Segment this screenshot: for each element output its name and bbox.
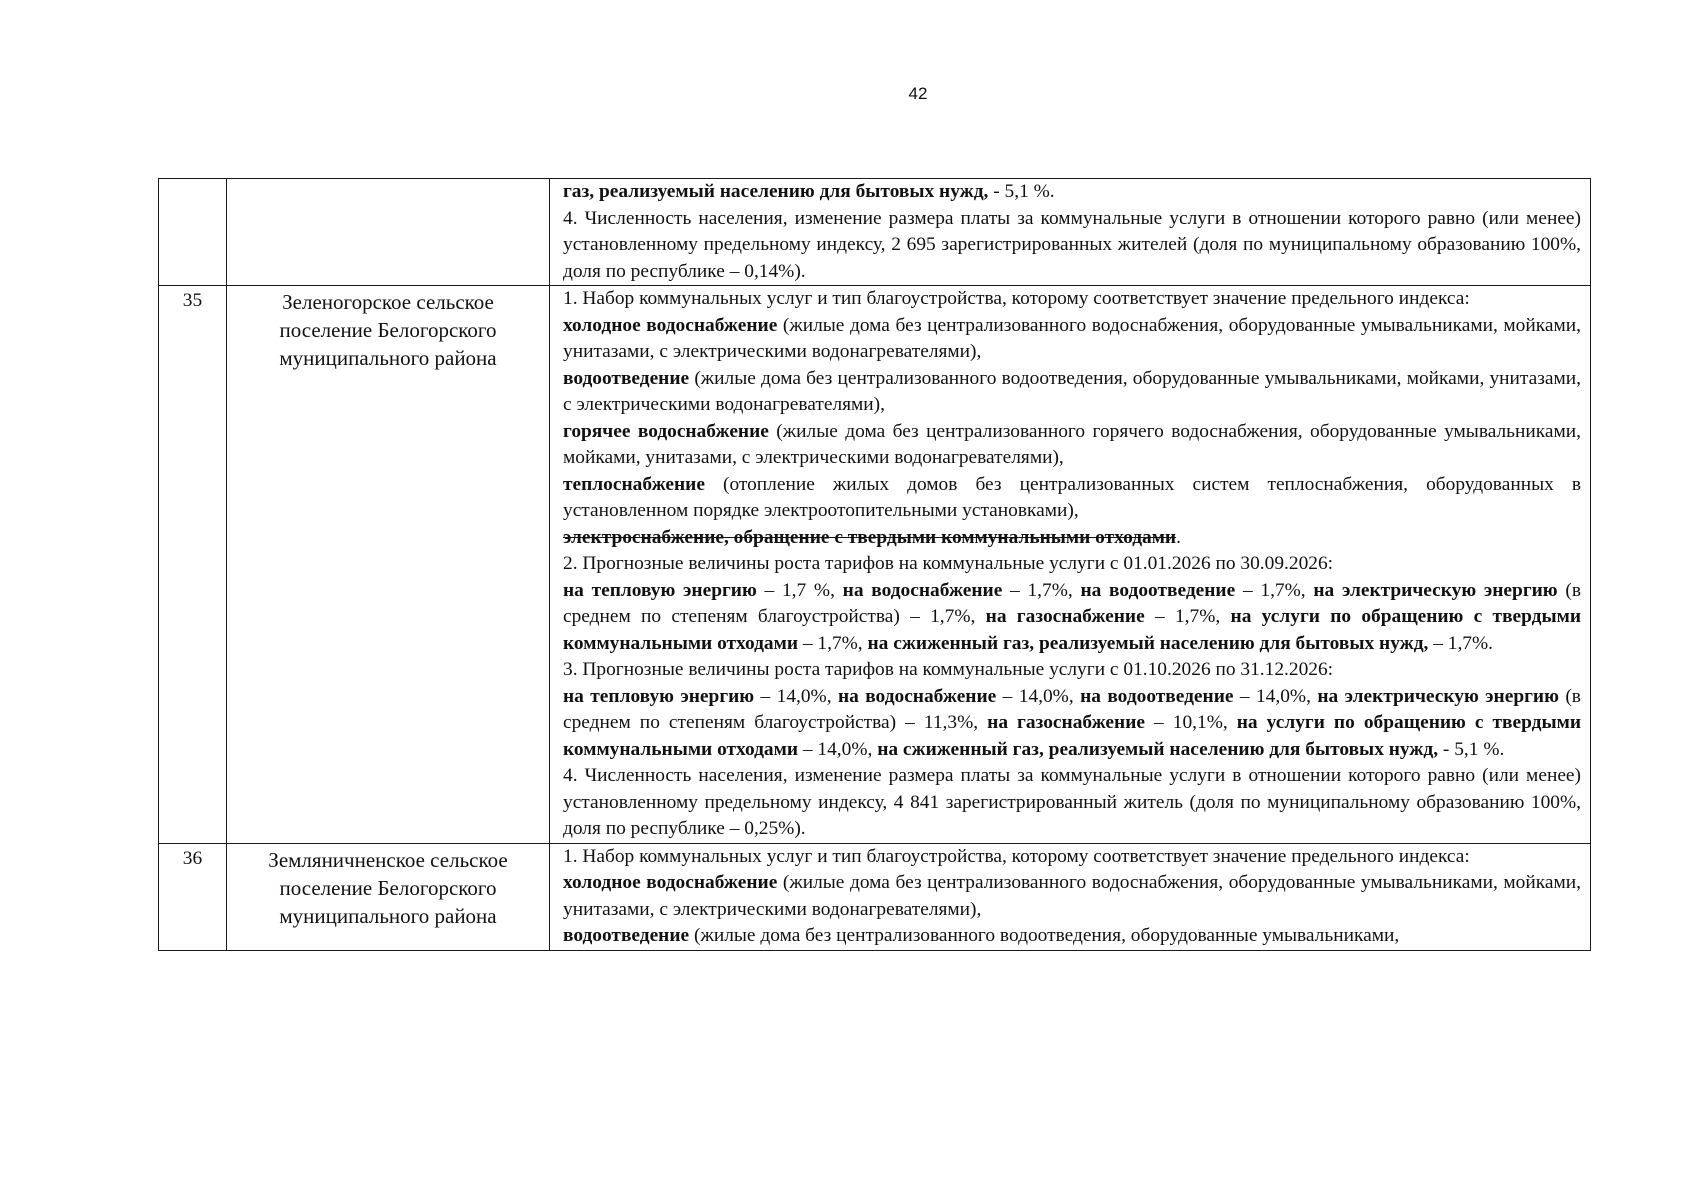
text-segment: – 14,0%, [798, 738, 878, 760]
bold-text: холодное водоснабжение [563, 872, 778, 893]
text-segment: – 1,7 %, [756, 579, 843, 601]
text-segment: (жилые дома без централизованного водоснабжения, оборудованные умывальниками, мойками, унитазами, с электрическими водонагревателями), [563, 872, 1581, 920]
description-paragraph [563, 684, 1581, 764]
bold-text: электроснабжение, обращение с твердыми коммунальными отходами [563, 526, 1177, 548]
text-segment: 4. Численность населения, изменение размера платы за коммунальные услуги в отношении которого равно (или менее) установленному предельному индексу, 2 695 зарегистрированных жителей (доля по муниципальному образованию 100%, доля по республике – 0,14%). [563, 207, 1581, 282]
bold-text: теплоснабжение [563, 473, 705, 495]
bold-text: на водоотведение [1080, 685, 1234, 707]
description-paragraph [563, 525, 1581, 552]
table-row [159, 179, 1591, 286]
text-segment: – 14,0%, [996, 685, 1081, 707]
table-row [159, 286, 1591, 844]
description-paragraph [563, 844, 1581, 871]
description-paragraph [563, 763, 1581, 843]
text-segment: – 14,0%, [1233, 685, 1318, 707]
bold-text: горячее водоснабжение [563, 420, 769, 442]
text-segment: – 10,1%, [1144, 712, 1237, 733]
description-paragraph [563, 286, 1581, 313]
description-paragraph [563, 578, 1581, 658]
text-segment: - 5,1 %. [1438, 738, 1505, 760]
bold-text: на электрическую энергию [1317, 685, 1559, 707]
municipality-name [227, 179, 550, 286]
description-paragraph [563, 472, 1581, 525]
text-segment: (в среднем по степеням благоустройства) – 11,3%, [563, 685, 1581, 733]
description-paragraph [563, 179, 1581, 206]
bold-text: на водоснабжение [837, 685, 997, 707]
description-paragraph [563, 419, 1581, 472]
bold-text: на услуги по обращению с твердыми коммунальными отходами [563, 712, 1581, 760]
text-segment: – 1,7%, [1144, 606, 1231, 627]
bold-text: водоотведение [563, 925, 690, 946]
row-description [550, 286, 1591, 844]
text-segment: (отопление жилых домов без централизованных систем теплоснабжения, оборудованных в установленном порядке электроотопительными установками), [563, 473, 1581, 521]
bold-text: на водоснабжение [842, 579, 1003, 601]
description-paragraph [563, 923, 1581, 950]
bold-text: на газоснабжение [987, 712, 1145, 733]
text-segment: 4. Численность населения, изменение размера платы за коммунальные услуги в отношении которого равно (или менее) установленному предельному индексу, 4 841 зарегистрированный житель (доля по муниципальному образованию 100%, доля по республике – 0,25%). [563, 765, 1581, 839]
row-number: 35 [159, 286, 227, 844]
description-paragraph [563, 551, 1581, 578]
row-number [159, 179, 227, 286]
bold-text: на тепловую энергию [563, 685, 755, 707]
description-paragraph [563, 657, 1581, 684]
text-segment: 1. Набор коммунальных услуг и тип благоустройства, которому соответствует значение предельного индекса: [563, 288, 1470, 309]
bold-text: на сжиженный газ, реализуемый населению для бытовых нужд, [877, 738, 1439, 760]
text-segment: 2. Прогнозные величины роста тарифов на коммунальные услуги с 01.01.2026 по 30.09.2026: [563, 553, 1334, 574]
municipality-name: Земляничненское сельское поселение Белогорского муниципального района [227, 843, 550, 950]
description-paragraph [563, 870, 1581, 923]
bold-text: на водоотведение [1080, 579, 1236, 601]
row-description [550, 843, 1591, 950]
bold-text: на тепловую энергию [563, 579, 757, 601]
bold-text: на газоснабжение [985, 606, 1145, 627]
description-paragraph [563, 206, 1581, 286]
bold-text: на электрическую энергию [1313, 579, 1558, 601]
text-segment: (жилые дома без централизованного водоснабжения, оборудованные умывальниками, мойками, унитазами, с электрическими водонагревателями), [563, 314, 1581, 362]
bold-text: на сжиженный газ, реализуемый населению для бытовых нужд, [867, 632, 1429, 654]
page-number: 42 [908, 84, 928, 103]
text-segment: . [1176, 526, 1181, 548]
text-segment: – 1,7%, [798, 632, 868, 654]
municipality-name: Зеленогорское сельское поселение Белогорского муниципального района [227, 286, 550, 844]
text-segment: 1. Набор коммунальных услуг и тип благоустройства, которому соответствует значение предельного индекса: [563, 845, 1470, 867]
bold-text: водоотведение [563, 367, 690, 389]
row-number: 36 [159, 843, 227, 950]
tariff-table [158, 178, 1591, 951]
text-segment: – 1,7%. [1428, 632, 1494, 654]
text-segment: – 14,0%, [754, 685, 838, 707]
bold-text: холодное водоснабжение [563, 314, 778, 336]
text-segment: (в среднем по степеням благоустройства) – 1,7%, [563, 579, 1581, 627]
row-description [550, 179, 1591, 286]
table-body [159, 179, 1591, 951]
bold-text: газ, реализуемый населению для бытовых нужд, [563, 181, 994, 202]
text-segment: – 1,7%, [1002, 579, 1081, 601]
text-segment: 3. Прогнозные величины роста тарифов на коммунальные услуги с 01.10.2026 по 31.12.2026: [563, 659, 1334, 680]
text-segment: – 1,7%, [1235, 579, 1314, 601]
text-segment: (жилые дома без централизованного водоотведения, оборудованные умывальниками, [689, 925, 1400, 946]
text-segment: (жилые дома без централизованного водоотведения, оборудованные умывальниками, мойками, унитазами, с электрическими водонагревателями), [563, 367, 1581, 415]
table-row [159, 843, 1591, 950]
description-paragraph [563, 313, 1581, 366]
text-segment: - 5,1 %. [993, 181, 1055, 202]
text-segment: (жилые дома без централизованного горячего водоснабжения, оборудованные умывальниками, мойками, унитазами, с электрическими водонагревателями), [563, 420, 1582, 468]
bold-text: на услуги по обращению с твердыми коммунальными отходами [563, 606, 1581, 654]
description-paragraph [563, 366, 1581, 419]
